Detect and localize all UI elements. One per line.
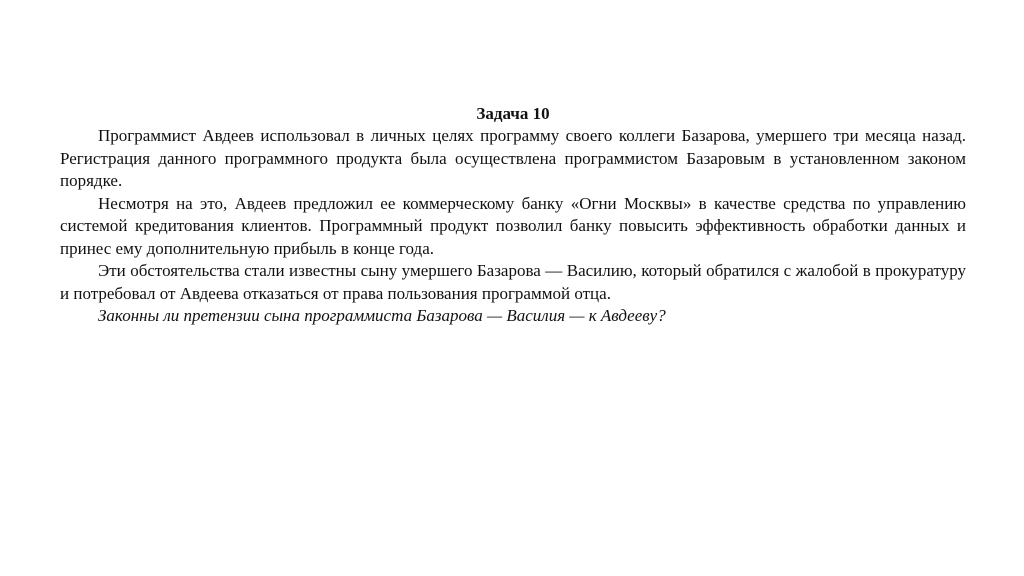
paragraph-3: Эти обстоятельства стали известны сыну умершего Базарова — Василию, который обратился с жалобой в прокуратуру и потребовал от Авдеева отказаться от права пользования программой отца. (60, 261, 966, 303)
task-question: Законны ли претензии сына программиста Базарова — Василия — к Авдееву? (98, 306, 666, 325)
paragraph-2: Несмотря на это, Авдеев предложил ее коммерческому банку «Огни Москвы» в качестве средства по управлению системой кредитования клиентов. Программный продукт позволил банку повысить эффективность обработки данных и принес ему дополнительную прибыль в конце года. (60, 193, 966, 258)
task-title: Задача 10 (476, 104, 550, 123)
paragraph-1: Программист Авдеев использовал в личных целях программу своего коллеги Базарова, умершего три месяца назад. Регистрация данного программного продукта была осуществлена программистом Базаровым в установленном законом порядке. (60, 126, 966, 190)
slide-content (60, 103, 966, 328)
